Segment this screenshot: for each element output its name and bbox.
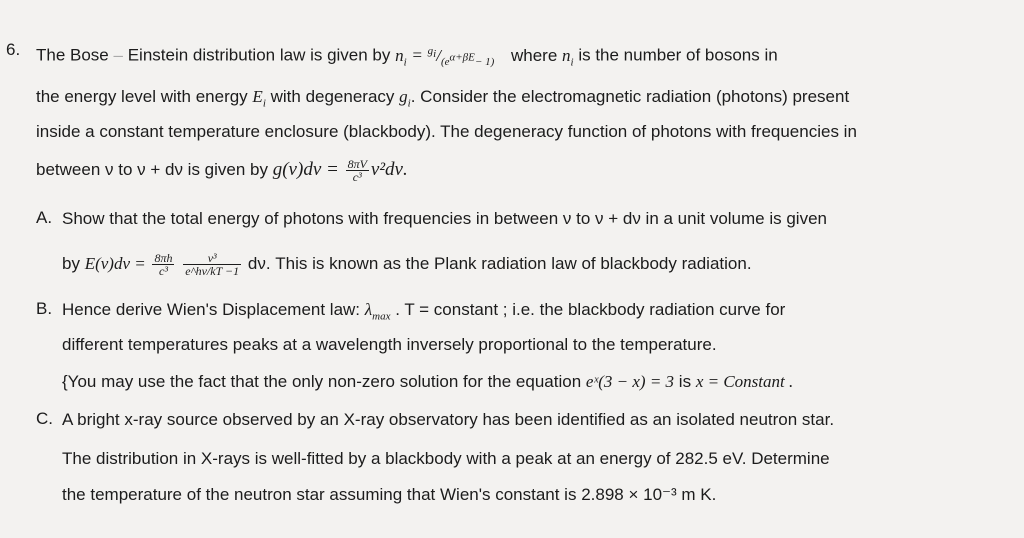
problem-number: 6. (6, 40, 21, 59)
math-ni: $n_i$ (395, 45, 407, 69)
part-b-label: B. (36, 299, 53, 318)
math-x-constant: x = Constant . (695, 372, 794, 391)
problem-line-3: inside a constant temperature enclosure (blackbody). The degeneracy function of photons with frequencies in (36, 122, 857, 141)
text-by: by (62, 253, 80, 273)
text-wien-law: Hence derive Wien's Displacement law: (62, 300, 361, 319)
problem-line-1 (36, 40, 778, 73)
part-c-line-3 (62, 484, 716, 506)
text-einstein: Einstein distribution law is given by (127, 45, 391, 65)
math-gi: $^{g_i}/_{(e^{\alpha+\beta E}- 1)}$ (427, 45, 495, 69)
problem-line-2 (36, 86, 849, 114)
text-where: where (510, 45, 558, 65)
problem-line-4 (36, 158, 408, 183)
part-c-line-1: A bright x-ray source observed by an X-ray observatory has been identified as an isolated neutron star. (62, 410, 835, 429)
text-consider: . Consider the electromagnetic radiation (photons) present (410, 87, 850, 106)
math-ni-2: $n_i$ (562, 45, 574, 69)
math-equation: eˣ(3 − x) = 3 (585, 372, 675, 391)
math-E: $E_i$ (252, 87, 266, 110)
part-c-label: C. (36, 409, 53, 428)
math-lambda-max: $\lambda_{max}$ (364, 300, 391, 323)
math-g-nu: g(ν)dν = (272, 158, 339, 180)
part-b-line-3 (62, 371, 793, 393)
math-g: $g_i$ (399, 87, 411, 110)
text-plank-law: dν. This is known as the Plank radiation law of blackbody radiation. (247, 253, 752, 273)
text-hint: {You may use the fact that the only non-zero solution for the equation (62, 372, 582, 391)
part-a-label: A. (36, 208, 53, 227)
text-between: between ν to ν + dν is given by (36, 159, 268, 179)
fraction-nu3-exp: $\frac{\text{ν³}}{e\^{}h\nu/kT -1}$ (185, 251, 240, 278)
part-b-line-2: different temperatures peaks at a wavelength inversely proportional to the temperature. (62, 335, 717, 354)
text-t-constant: . T = constant ; i.e. the blackbody radiation curve for (390, 300, 786, 319)
part-c-line-2: The distribution in X-rays is well-fitted by a blackbody with a peak at an energy of 282.5 eV. Determine (62, 449, 830, 468)
text-unit: m K. (681, 485, 717, 504)
part-a-line-2 (62, 252, 752, 277)
fraction-8pih-c3: $\frac{8\pi h}{\text{c³}}$ (154, 251, 173, 278)
text-number-of-bosons: is the number of bosons in (578, 45, 778, 65)
math-nu2dnu: ν²dν. (370, 158, 408, 180)
text-energy-level: the energy level with energy (36, 87, 248, 106)
fraction-8piV-c3: $\frac{8\pi V}{\text{c³}}$ (347, 157, 367, 184)
hyphen-dash: – (113, 45, 123, 65)
text-degeneracy: with degeneracy (270, 87, 395, 106)
text-bose: The Bose (36, 45, 109, 65)
math-equals: = (411, 45, 423, 65)
part-b-line-1 (62, 299, 785, 327)
text-is: is (678, 372, 692, 391)
math-wien-constant: 2.898 × 10⁻³ (581, 485, 677, 504)
math-E-nu: E(ν)dν = (84, 253, 146, 273)
part-a-line-1: Show that the total energy of photons with frequencies in between ν to ν + dν in a unit volume is given (62, 209, 827, 228)
text-temperature: the temperature of the neutron star assuming that Wien's constant is (62, 485, 577, 504)
